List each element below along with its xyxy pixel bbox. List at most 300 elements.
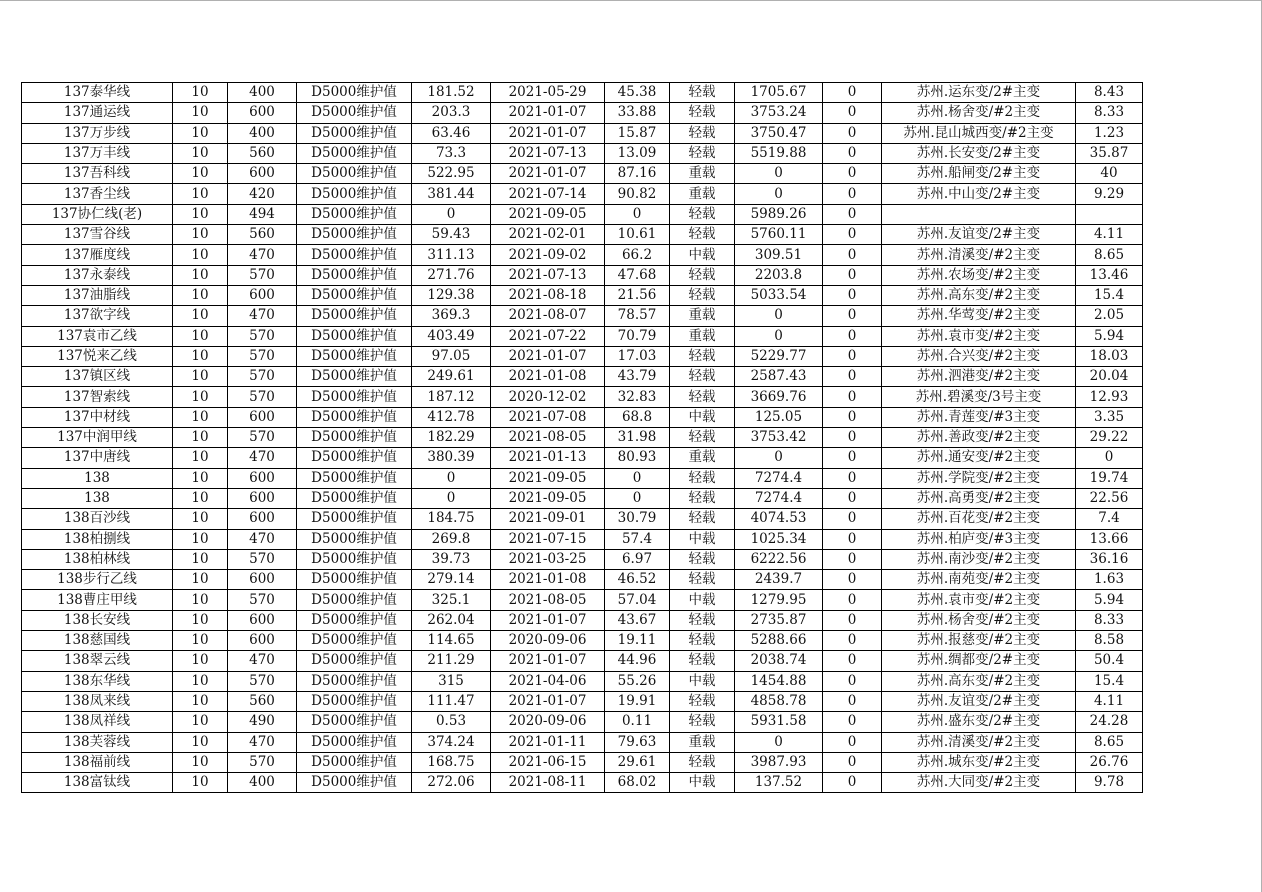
margin-cell: 3987.93 bbox=[735, 752, 823, 772]
date-cell: 2020-09-06 bbox=[491, 712, 605, 732]
table-row bbox=[22, 245, 1143, 265]
load-rate-cell: 19.11 bbox=[605, 631, 670, 651]
load-level-cell: 轻载 bbox=[670, 204, 735, 224]
current-cell: 380.39 bbox=[412, 448, 491, 468]
substation-rate-cell: 8.65 bbox=[1076, 245, 1143, 265]
flag-cell: 0 bbox=[823, 671, 882, 691]
substation-cell: 苏州.百花变/#2主变 bbox=[882, 509, 1076, 529]
current-cell: 369.3 bbox=[412, 306, 491, 326]
substation-cell: 苏州.中山变/2#主变 bbox=[882, 184, 1076, 204]
substation-cell: 苏州.农场变/#2主变 bbox=[882, 265, 1076, 285]
table-row bbox=[22, 468, 1143, 488]
line-name-cell: 138柏捌线 bbox=[22, 529, 173, 549]
voltage-cell: 10 bbox=[173, 164, 228, 184]
date-cell: 2021-01-08 bbox=[491, 367, 605, 387]
source-cell: D5000维护值 bbox=[297, 387, 412, 407]
load-level-cell: 轻载 bbox=[670, 509, 735, 529]
voltage-cell: 10 bbox=[173, 509, 228, 529]
margin-cell: 2439.7 bbox=[735, 570, 823, 590]
margin-cell: 1454.88 bbox=[735, 671, 823, 691]
flag-cell: 0 bbox=[823, 407, 882, 427]
flag-cell: 0 bbox=[823, 549, 882, 569]
current-cell: 97.05 bbox=[412, 346, 491, 366]
flag-cell: 0 bbox=[823, 529, 882, 549]
voltage-cell: 10 bbox=[173, 468, 228, 488]
flag-cell: 0 bbox=[823, 164, 882, 184]
load-level-cell: 轻载 bbox=[670, 387, 735, 407]
date-cell: 2021-01-07 bbox=[491, 651, 605, 671]
table-row bbox=[22, 204, 1143, 224]
flag-cell: 0 bbox=[823, 428, 882, 448]
date-cell: 2021-08-05 bbox=[491, 590, 605, 610]
substation-cell: 苏州.友谊变/2#主变 bbox=[882, 225, 1076, 245]
line-name-cell: 137中唐线 bbox=[22, 448, 173, 468]
table-row bbox=[22, 346, 1143, 366]
substation-cell: 苏州.城东变/#2主变 bbox=[882, 752, 1076, 772]
margin-cell: 5519.88 bbox=[735, 143, 823, 163]
capacity-cell: 560 bbox=[228, 691, 297, 711]
load-rate-cell: 46.52 bbox=[605, 570, 670, 590]
substation-rate-cell: 24.28 bbox=[1076, 712, 1143, 732]
current-cell: 184.75 bbox=[412, 509, 491, 529]
substation-cell: 苏州.碧溪变/3号主变 bbox=[882, 387, 1076, 407]
substation-cell: 苏州.友谊变/2#主变 bbox=[882, 691, 1076, 711]
table-row bbox=[22, 367, 1143, 387]
source-cell: D5000维护值 bbox=[297, 204, 412, 224]
flag-cell: 0 bbox=[823, 509, 882, 529]
date-cell: 2020-09-06 bbox=[491, 631, 605, 651]
substation-rate-cell: 8.33 bbox=[1076, 610, 1143, 630]
substation-rate-cell: 15.4 bbox=[1076, 285, 1143, 305]
substation-cell: 苏州.柏庐变/#3主变 bbox=[882, 529, 1076, 549]
substation-rate-cell bbox=[1076, 204, 1143, 224]
capacity-cell: 470 bbox=[228, 306, 297, 326]
load-rate-cell: 15.87 bbox=[605, 123, 670, 143]
table-row bbox=[22, 651, 1143, 671]
date-cell: 2021-01-07 bbox=[491, 164, 605, 184]
table-row bbox=[22, 509, 1143, 529]
substation-rate-cell: 26.76 bbox=[1076, 752, 1143, 772]
voltage-cell: 10 bbox=[173, 346, 228, 366]
date-cell: 2021-01-08 bbox=[491, 570, 605, 590]
capacity-cell: 600 bbox=[228, 570, 297, 590]
line-name-cell: 138凤祥线 bbox=[22, 712, 173, 732]
load-level-cell: 重载 bbox=[670, 326, 735, 346]
table-row bbox=[22, 590, 1143, 610]
margin-cell: 2587.43 bbox=[735, 367, 823, 387]
load-level-cell: 轻载 bbox=[670, 367, 735, 387]
load-rate-cell: 90.82 bbox=[605, 184, 670, 204]
line-name-cell: 137雁度线 bbox=[22, 245, 173, 265]
substation-cell: 苏州.杨舍变/#2主变 bbox=[882, 103, 1076, 123]
table-row bbox=[22, 610, 1143, 630]
source-cell: D5000维护值 bbox=[297, 671, 412, 691]
substation-cell: 苏州.盛东变/2#主变 bbox=[882, 712, 1076, 732]
voltage-cell: 10 bbox=[173, 225, 228, 245]
voltage-cell: 10 bbox=[173, 123, 228, 143]
current-cell: 203.3 bbox=[412, 103, 491, 123]
current-cell: 315 bbox=[412, 671, 491, 691]
load-level-cell: 中载 bbox=[670, 671, 735, 691]
margin-cell: 5931.58 bbox=[735, 712, 823, 732]
voltage-cell: 10 bbox=[173, 590, 228, 610]
line-name-cell: 137中材线 bbox=[22, 407, 173, 427]
current-cell: 249.61 bbox=[412, 367, 491, 387]
source-cell: D5000维护值 bbox=[297, 285, 412, 305]
substation-rate-cell: 15.4 bbox=[1076, 671, 1143, 691]
date-cell: 2021-09-05 bbox=[491, 204, 605, 224]
substation-cell: 苏州.清溪变/#2主变 bbox=[882, 732, 1076, 752]
margin-cell: 2203.8 bbox=[735, 265, 823, 285]
substation-rate-cell: 29.22 bbox=[1076, 428, 1143, 448]
load-rate-cell: 44.96 bbox=[605, 651, 670, 671]
load-rate-cell: 29.61 bbox=[605, 752, 670, 772]
load-level-cell: 轻载 bbox=[670, 549, 735, 569]
load-level-cell: 重载 bbox=[670, 306, 735, 326]
load-rate-cell: 0 bbox=[605, 204, 670, 224]
line-name-cell: 137吾科线 bbox=[22, 164, 173, 184]
substation-cell: 苏州.清溪变/#2主变 bbox=[882, 245, 1076, 265]
source-cell: D5000维护值 bbox=[297, 103, 412, 123]
load-level-cell: 重载 bbox=[670, 448, 735, 468]
voltage-cell: 10 bbox=[173, 285, 228, 305]
flag-cell: 0 bbox=[823, 732, 882, 752]
capacity-cell: 570 bbox=[228, 326, 297, 346]
margin-cell: 0 bbox=[735, 732, 823, 752]
table-row bbox=[22, 631, 1143, 651]
load-level-cell: 轻载 bbox=[670, 712, 735, 732]
table-row bbox=[22, 387, 1143, 407]
voltage-cell: 10 bbox=[173, 712, 228, 732]
substation-rate-cell: 36.16 bbox=[1076, 549, 1143, 569]
source-cell: D5000维护值 bbox=[297, 732, 412, 752]
substation-rate-cell: 13.66 bbox=[1076, 529, 1143, 549]
line-name-cell: 138富钛线 bbox=[22, 773, 173, 793]
substation-rate-cell: 4.11 bbox=[1076, 225, 1143, 245]
source-cell: D5000维护值 bbox=[297, 123, 412, 143]
substation-rate-cell: 50.4 bbox=[1076, 651, 1143, 671]
voltage-cell: 10 bbox=[173, 610, 228, 630]
line-name-cell: 138慈国线 bbox=[22, 631, 173, 651]
load-rate-cell: 6.97 bbox=[605, 549, 670, 569]
flag-cell: 0 bbox=[823, 468, 882, 488]
substation-rate-cell: 9.78 bbox=[1076, 773, 1143, 793]
capacity-cell: 400 bbox=[228, 83, 297, 103]
current-cell: 272.06 bbox=[412, 773, 491, 793]
table-row bbox=[22, 712, 1143, 732]
flag-cell: 0 bbox=[823, 143, 882, 163]
table-row bbox=[22, 732, 1143, 752]
flag-cell: 0 bbox=[823, 367, 882, 387]
flag-cell: 0 bbox=[823, 773, 882, 793]
flag-cell: 0 bbox=[823, 387, 882, 407]
capacity-cell: 600 bbox=[228, 610, 297, 630]
capacity-cell: 600 bbox=[228, 285, 297, 305]
source-cell: D5000维护值 bbox=[297, 265, 412, 285]
capacity-cell: 470 bbox=[228, 651, 297, 671]
substation-rate-cell: 8.33 bbox=[1076, 103, 1143, 123]
substation-cell: 苏州.高勇变/#2主变 bbox=[882, 488, 1076, 508]
capacity-cell: 400 bbox=[228, 773, 297, 793]
source-cell: D5000维护值 bbox=[297, 164, 412, 184]
margin-cell: 1025.34 bbox=[735, 529, 823, 549]
date-cell: 2021-01-07 bbox=[491, 691, 605, 711]
source-cell: D5000维护值 bbox=[297, 691, 412, 711]
margin-cell: 137.52 bbox=[735, 773, 823, 793]
margin-cell: 4858.78 bbox=[735, 691, 823, 711]
date-cell: 2021-08-07 bbox=[491, 306, 605, 326]
current-cell: 0 bbox=[412, 488, 491, 508]
substation-rate-cell: 5.94 bbox=[1076, 326, 1143, 346]
capacity-cell: 570 bbox=[228, 367, 297, 387]
feeder-load-table bbox=[21, 82, 1143, 793]
table-row bbox=[22, 123, 1143, 143]
load-rate-cell: 68.8 bbox=[605, 407, 670, 427]
load-level-cell: 轻载 bbox=[670, 752, 735, 772]
current-cell: 182.29 bbox=[412, 428, 491, 448]
source-cell: D5000维护值 bbox=[297, 184, 412, 204]
load-rate-cell: 47.68 bbox=[605, 265, 670, 285]
substation-cell: 苏州.杨舍变/#2主变 bbox=[882, 610, 1076, 630]
source-cell: D5000维护值 bbox=[297, 651, 412, 671]
date-cell: 2021-01-11 bbox=[491, 732, 605, 752]
load-level-cell: 中载 bbox=[670, 529, 735, 549]
source-cell: D5000维护值 bbox=[297, 306, 412, 326]
load-level-cell: 轻载 bbox=[670, 123, 735, 143]
voltage-cell: 10 bbox=[173, 204, 228, 224]
voltage-cell: 10 bbox=[173, 448, 228, 468]
capacity-cell: 600 bbox=[228, 407, 297, 427]
line-name-cell: 137万丰线 bbox=[22, 143, 173, 163]
substation-cell: 苏州.泗港变/#2主变 bbox=[882, 367, 1076, 387]
voltage-cell: 10 bbox=[173, 732, 228, 752]
load-rate-cell: 55.26 bbox=[605, 671, 670, 691]
source-cell: D5000维护值 bbox=[297, 346, 412, 366]
source-cell: D5000维护值 bbox=[297, 509, 412, 529]
capacity-cell: 420 bbox=[228, 184, 297, 204]
current-cell: 0 bbox=[412, 204, 491, 224]
load-rate-cell: 19.91 bbox=[605, 691, 670, 711]
capacity-cell: 570 bbox=[228, 671, 297, 691]
substation-cell: 苏州.善政变/#2主变 bbox=[882, 428, 1076, 448]
voltage-cell: 10 bbox=[173, 488, 228, 508]
substation-rate-cell: 12.93 bbox=[1076, 387, 1143, 407]
substation-rate-cell: 22.56 bbox=[1076, 488, 1143, 508]
load-rate-cell: 57.04 bbox=[605, 590, 670, 610]
voltage-cell: 10 bbox=[173, 367, 228, 387]
substation-cell: 苏州.青莲变/#3主变 bbox=[882, 407, 1076, 427]
flag-cell: 0 bbox=[823, 631, 882, 651]
capacity-cell: 560 bbox=[228, 225, 297, 245]
flag-cell: 0 bbox=[823, 245, 882, 265]
date-cell: 2021-09-01 bbox=[491, 509, 605, 529]
source-cell: D5000维护值 bbox=[297, 712, 412, 732]
voltage-cell: 10 bbox=[173, 671, 228, 691]
source-cell: D5000维护值 bbox=[297, 752, 412, 772]
voltage-cell: 10 bbox=[173, 326, 228, 346]
flag-cell: 0 bbox=[823, 448, 882, 468]
date-cell: 2021-01-13 bbox=[491, 448, 605, 468]
margin-cell: 1279.95 bbox=[735, 590, 823, 610]
margin-cell: 0 bbox=[735, 326, 823, 346]
line-name-cell: 137香尘线 bbox=[22, 184, 173, 204]
date-cell: 2021-03-25 bbox=[491, 549, 605, 569]
substation-rate-cell: 7.4 bbox=[1076, 509, 1143, 529]
margin-cell: 125.05 bbox=[735, 407, 823, 427]
current-cell: 0 bbox=[412, 468, 491, 488]
line-name-cell: 138福前线 bbox=[22, 752, 173, 772]
capacity-cell: 600 bbox=[228, 488, 297, 508]
margin-cell: 5033.54 bbox=[735, 285, 823, 305]
table-row bbox=[22, 164, 1143, 184]
line-name-cell: 138凤来线 bbox=[22, 691, 173, 711]
voltage-cell: 10 bbox=[173, 306, 228, 326]
flag-cell: 0 bbox=[823, 610, 882, 630]
capacity-cell: 600 bbox=[228, 468, 297, 488]
margin-cell: 0 bbox=[735, 448, 823, 468]
current-cell: 262.04 bbox=[412, 610, 491, 630]
date-cell: 2021-08-18 bbox=[491, 285, 605, 305]
capacity-cell: 494 bbox=[228, 204, 297, 224]
load-level-cell: 轻载 bbox=[670, 265, 735, 285]
voltage-cell: 10 bbox=[173, 103, 228, 123]
substation-rate-cell: 2.05 bbox=[1076, 306, 1143, 326]
capacity-cell: 600 bbox=[228, 509, 297, 529]
line-name-cell: 137协仁线(老) bbox=[22, 204, 173, 224]
table-row bbox=[22, 570, 1143, 590]
substation-rate-cell: 19.74 bbox=[1076, 468, 1143, 488]
current-cell: 211.29 bbox=[412, 651, 491, 671]
line-name-cell: 137智索线 bbox=[22, 387, 173, 407]
load-rate-cell: 0 bbox=[605, 468, 670, 488]
current-cell: 114.65 bbox=[412, 631, 491, 651]
load-rate-cell: 30.79 bbox=[605, 509, 670, 529]
date-cell: 2021-01-07 bbox=[491, 103, 605, 123]
line-name-cell: 137镇区线 bbox=[22, 367, 173, 387]
load-level-cell: 轻载 bbox=[670, 610, 735, 630]
line-name-cell: 138百沙线 bbox=[22, 509, 173, 529]
source-cell: D5000维护值 bbox=[297, 143, 412, 163]
date-cell: 2021-08-11 bbox=[491, 773, 605, 793]
date-cell: 2021-09-05 bbox=[491, 488, 605, 508]
margin-cell: 5760.11 bbox=[735, 225, 823, 245]
load-rate-cell: 80.93 bbox=[605, 448, 670, 468]
table-row bbox=[22, 306, 1143, 326]
capacity-cell: 570 bbox=[228, 346, 297, 366]
substation-rate-cell: 4.11 bbox=[1076, 691, 1143, 711]
line-name-cell: 137袁市乙线 bbox=[22, 326, 173, 346]
capacity-cell: 600 bbox=[228, 103, 297, 123]
current-cell: 269.8 bbox=[412, 529, 491, 549]
current-cell: 279.14 bbox=[412, 570, 491, 590]
current-cell: 271.76 bbox=[412, 265, 491, 285]
load-rate-cell: 10.61 bbox=[605, 225, 670, 245]
substation-rate-cell: 8.58 bbox=[1076, 631, 1143, 651]
substation-cell: 苏州.船闸变/2#主变 bbox=[882, 164, 1076, 184]
source-cell: D5000维护值 bbox=[297, 225, 412, 245]
flag-cell: 0 bbox=[823, 346, 882, 366]
voltage-cell: 10 bbox=[173, 752, 228, 772]
flag-cell: 0 bbox=[823, 225, 882, 245]
capacity-cell: 570 bbox=[228, 265, 297, 285]
date-cell: 2021-09-05 bbox=[491, 468, 605, 488]
current-cell: 63.46 bbox=[412, 123, 491, 143]
voltage-cell: 10 bbox=[173, 631, 228, 651]
load-level-cell: 轻载 bbox=[670, 428, 735, 448]
current-cell: 187.12 bbox=[412, 387, 491, 407]
table-row bbox=[22, 83, 1143, 103]
table-row bbox=[22, 184, 1143, 204]
substation-rate-cell: 13.46 bbox=[1076, 265, 1143, 285]
source-cell: D5000维护值 bbox=[297, 610, 412, 630]
flag-cell: 0 bbox=[823, 83, 882, 103]
substation-cell: 苏州.高东变/#2主变 bbox=[882, 671, 1076, 691]
capacity-cell: 570 bbox=[228, 752, 297, 772]
voltage-cell: 10 bbox=[173, 143, 228, 163]
load-rate-cell: 78.57 bbox=[605, 306, 670, 326]
margin-cell: 3753.42 bbox=[735, 428, 823, 448]
current-cell: 412.78 bbox=[412, 407, 491, 427]
voltage-cell: 10 bbox=[173, 549, 228, 569]
flag-cell: 0 bbox=[823, 326, 882, 346]
substation-cell: 苏州.高东变/#2主变 bbox=[882, 285, 1076, 305]
load-rate-cell: 87.16 bbox=[605, 164, 670, 184]
date-cell: 2021-09-02 bbox=[491, 245, 605, 265]
flag-cell: 0 bbox=[823, 691, 882, 711]
load-rate-cell: 43.67 bbox=[605, 610, 670, 630]
current-cell: 403.49 bbox=[412, 326, 491, 346]
load-level-cell: 重载 bbox=[670, 732, 735, 752]
substation-rate-cell: 3.35 bbox=[1076, 407, 1143, 427]
flag-cell: 0 bbox=[823, 590, 882, 610]
date-cell: 2021-06-15 bbox=[491, 752, 605, 772]
current-cell: 129.38 bbox=[412, 285, 491, 305]
table-row bbox=[22, 225, 1143, 245]
substation-cell: 苏州.合兴变/#2主变 bbox=[882, 346, 1076, 366]
voltage-cell: 10 bbox=[173, 570, 228, 590]
load-level-cell: 中载 bbox=[670, 773, 735, 793]
date-cell: 2021-07-08 bbox=[491, 407, 605, 427]
load-level-cell: 中载 bbox=[670, 245, 735, 265]
substation-rate-cell: 20.04 bbox=[1076, 367, 1143, 387]
load-rate-cell: 32.83 bbox=[605, 387, 670, 407]
capacity-cell: 560 bbox=[228, 143, 297, 163]
voltage-cell: 10 bbox=[173, 83, 228, 103]
line-name-cell: 138 bbox=[22, 468, 173, 488]
margin-cell: 2038.74 bbox=[735, 651, 823, 671]
substation-rate-cell: 9.29 bbox=[1076, 184, 1143, 204]
line-name-cell: 138长安线 bbox=[22, 610, 173, 630]
line-name-cell: 137中润甲线 bbox=[22, 428, 173, 448]
date-cell: 2021-07-13 bbox=[491, 265, 605, 285]
substation-cell: 苏州.绸都变/2#主变 bbox=[882, 651, 1076, 671]
source-cell: D5000维护值 bbox=[297, 468, 412, 488]
capacity-cell: 470 bbox=[228, 245, 297, 265]
load-level-cell: 中载 bbox=[670, 407, 735, 427]
table-row bbox=[22, 773, 1143, 793]
load-rate-cell: 79.63 bbox=[605, 732, 670, 752]
capacity-cell: 570 bbox=[228, 549, 297, 569]
substation-cell: 苏州.南苑变/#2主变 bbox=[882, 570, 1076, 590]
flag-cell: 0 bbox=[823, 123, 882, 143]
current-cell: 311.13 bbox=[412, 245, 491, 265]
table-row bbox=[22, 691, 1143, 711]
capacity-cell: 490 bbox=[228, 712, 297, 732]
flag-cell: 0 bbox=[823, 570, 882, 590]
load-rate-cell: 21.56 bbox=[605, 285, 670, 305]
source-cell: D5000维护值 bbox=[297, 773, 412, 793]
table-row bbox=[22, 407, 1143, 427]
